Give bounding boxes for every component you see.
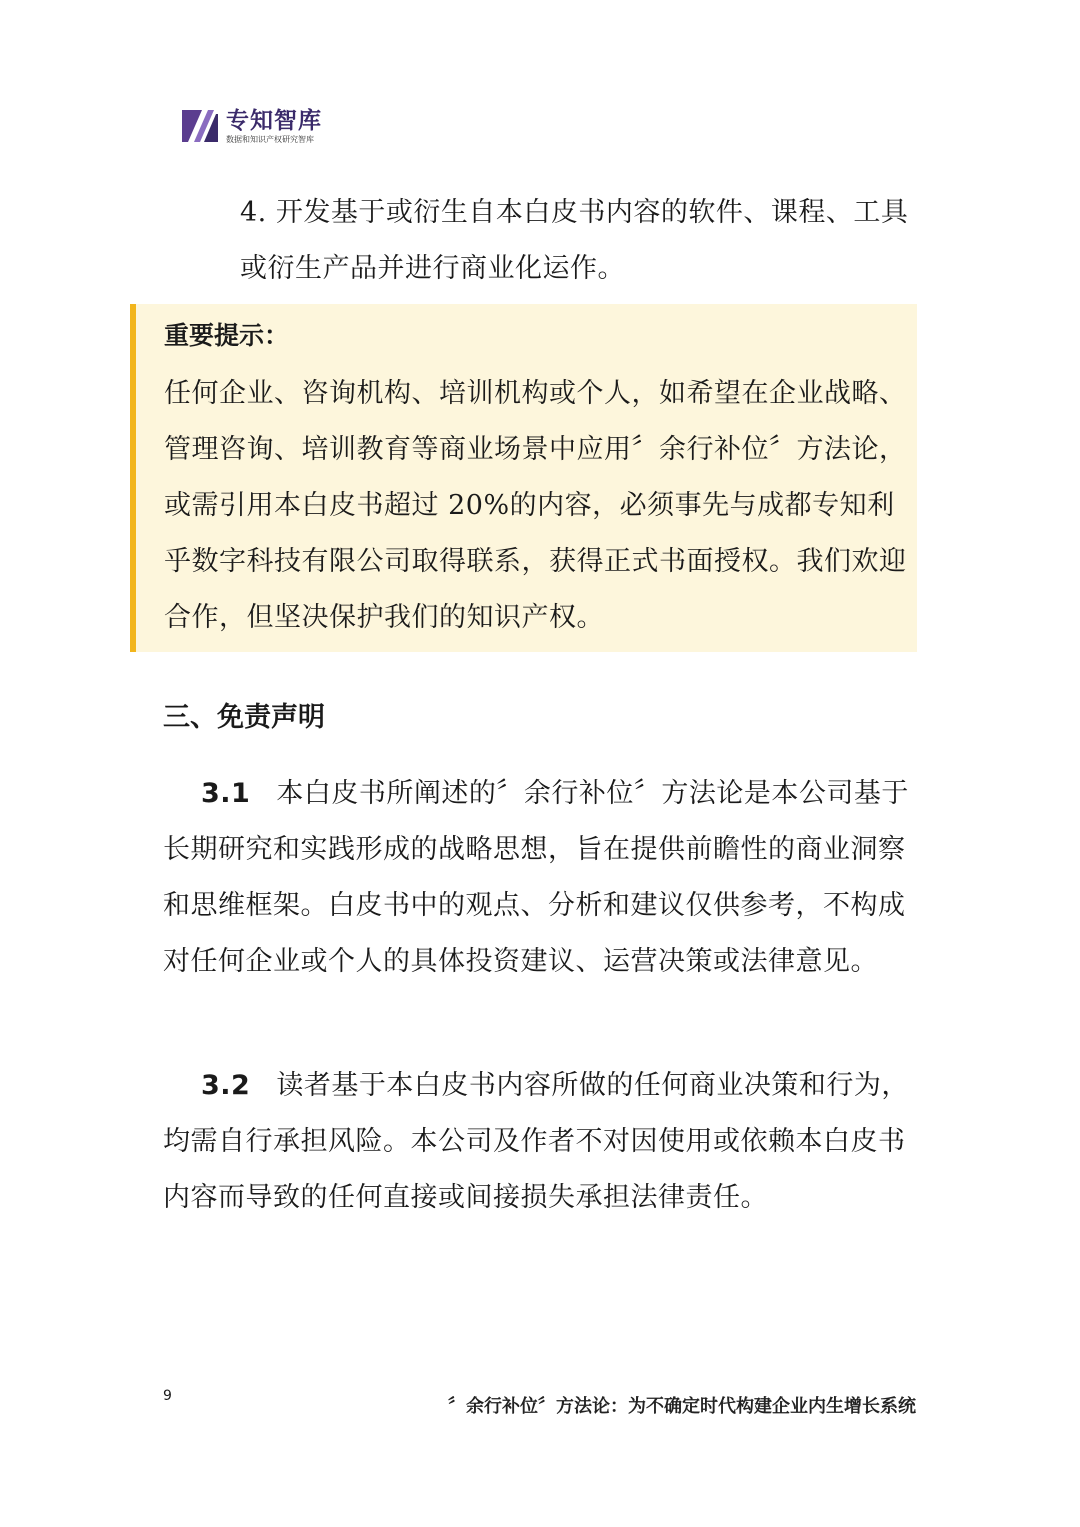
paragraph-3-2 — [163, 1058, 918, 1226]
logo — [180, 108, 322, 152]
logo-subtitle: 数据和知识产权研究智库 — [226, 135, 314, 144]
notice-title: 重要提示： — [164, 321, 290, 350]
paragraph-text: 本白皮书所阐述的〞余行补位〞方法论是本公司基于长期研究和实践形成的战略思想，旨在提供前瞻性的商业洞察和思维框架。白皮书中的观点、分析和建议仅供参考，不构成对任何企业或个人的具体投资建议、运营决策或法律意见。 — [163, 778, 909, 977]
paragraph-number: 3.2 — [201, 1070, 251, 1101]
paragraph-number: 3.1 — [201, 778, 251, 809]
list-item-4: 4. 开发基于或衍生自本白皮书内容的软件、课程、工具或衍生产品并进行商业化运作。 — [240, 197, 909, 284]
zl-logo-icon — [180, 108, 220, 146]
footer-title: 〞余行补位〞方法论：为不确定时代构建企业内生增长系统 — [448, 1396, 916, 1417]
notice-body: 任何企业、咨询机构、培训机构或个人，如希望在企业战略、管理咨询、培训教育等商业场景中应用〞余行补位〞方法论，或需引用本白皮书超过 20%的内容，必须事先与成都专知利乎数字科技有限公司取得联系，获得正式书面授权。我们欢迎合作，但坚决保护我们的知识产权。 — [164, 378, 907, 633]
page-number: 9 — [163, 1388, 172, 1404]
paragraph-3-1 — [163, 766, 918, 990]
logo-name: 专知智库 — [226, 108, 322, 134]
important-notice-box — [130, 304, 917, 652]
section-title: 三、免责声明 — [163, 702, 325, 733]
paragraph-text: 读者基于本白皮书内容所做的任何商业决策和行为，均需自行承担风险。本公司及作者不对因使用或依赖本白皮书内容而导致的任何直接或间接损失承担法律责任。 — [163, 1070, 909, 1213]
